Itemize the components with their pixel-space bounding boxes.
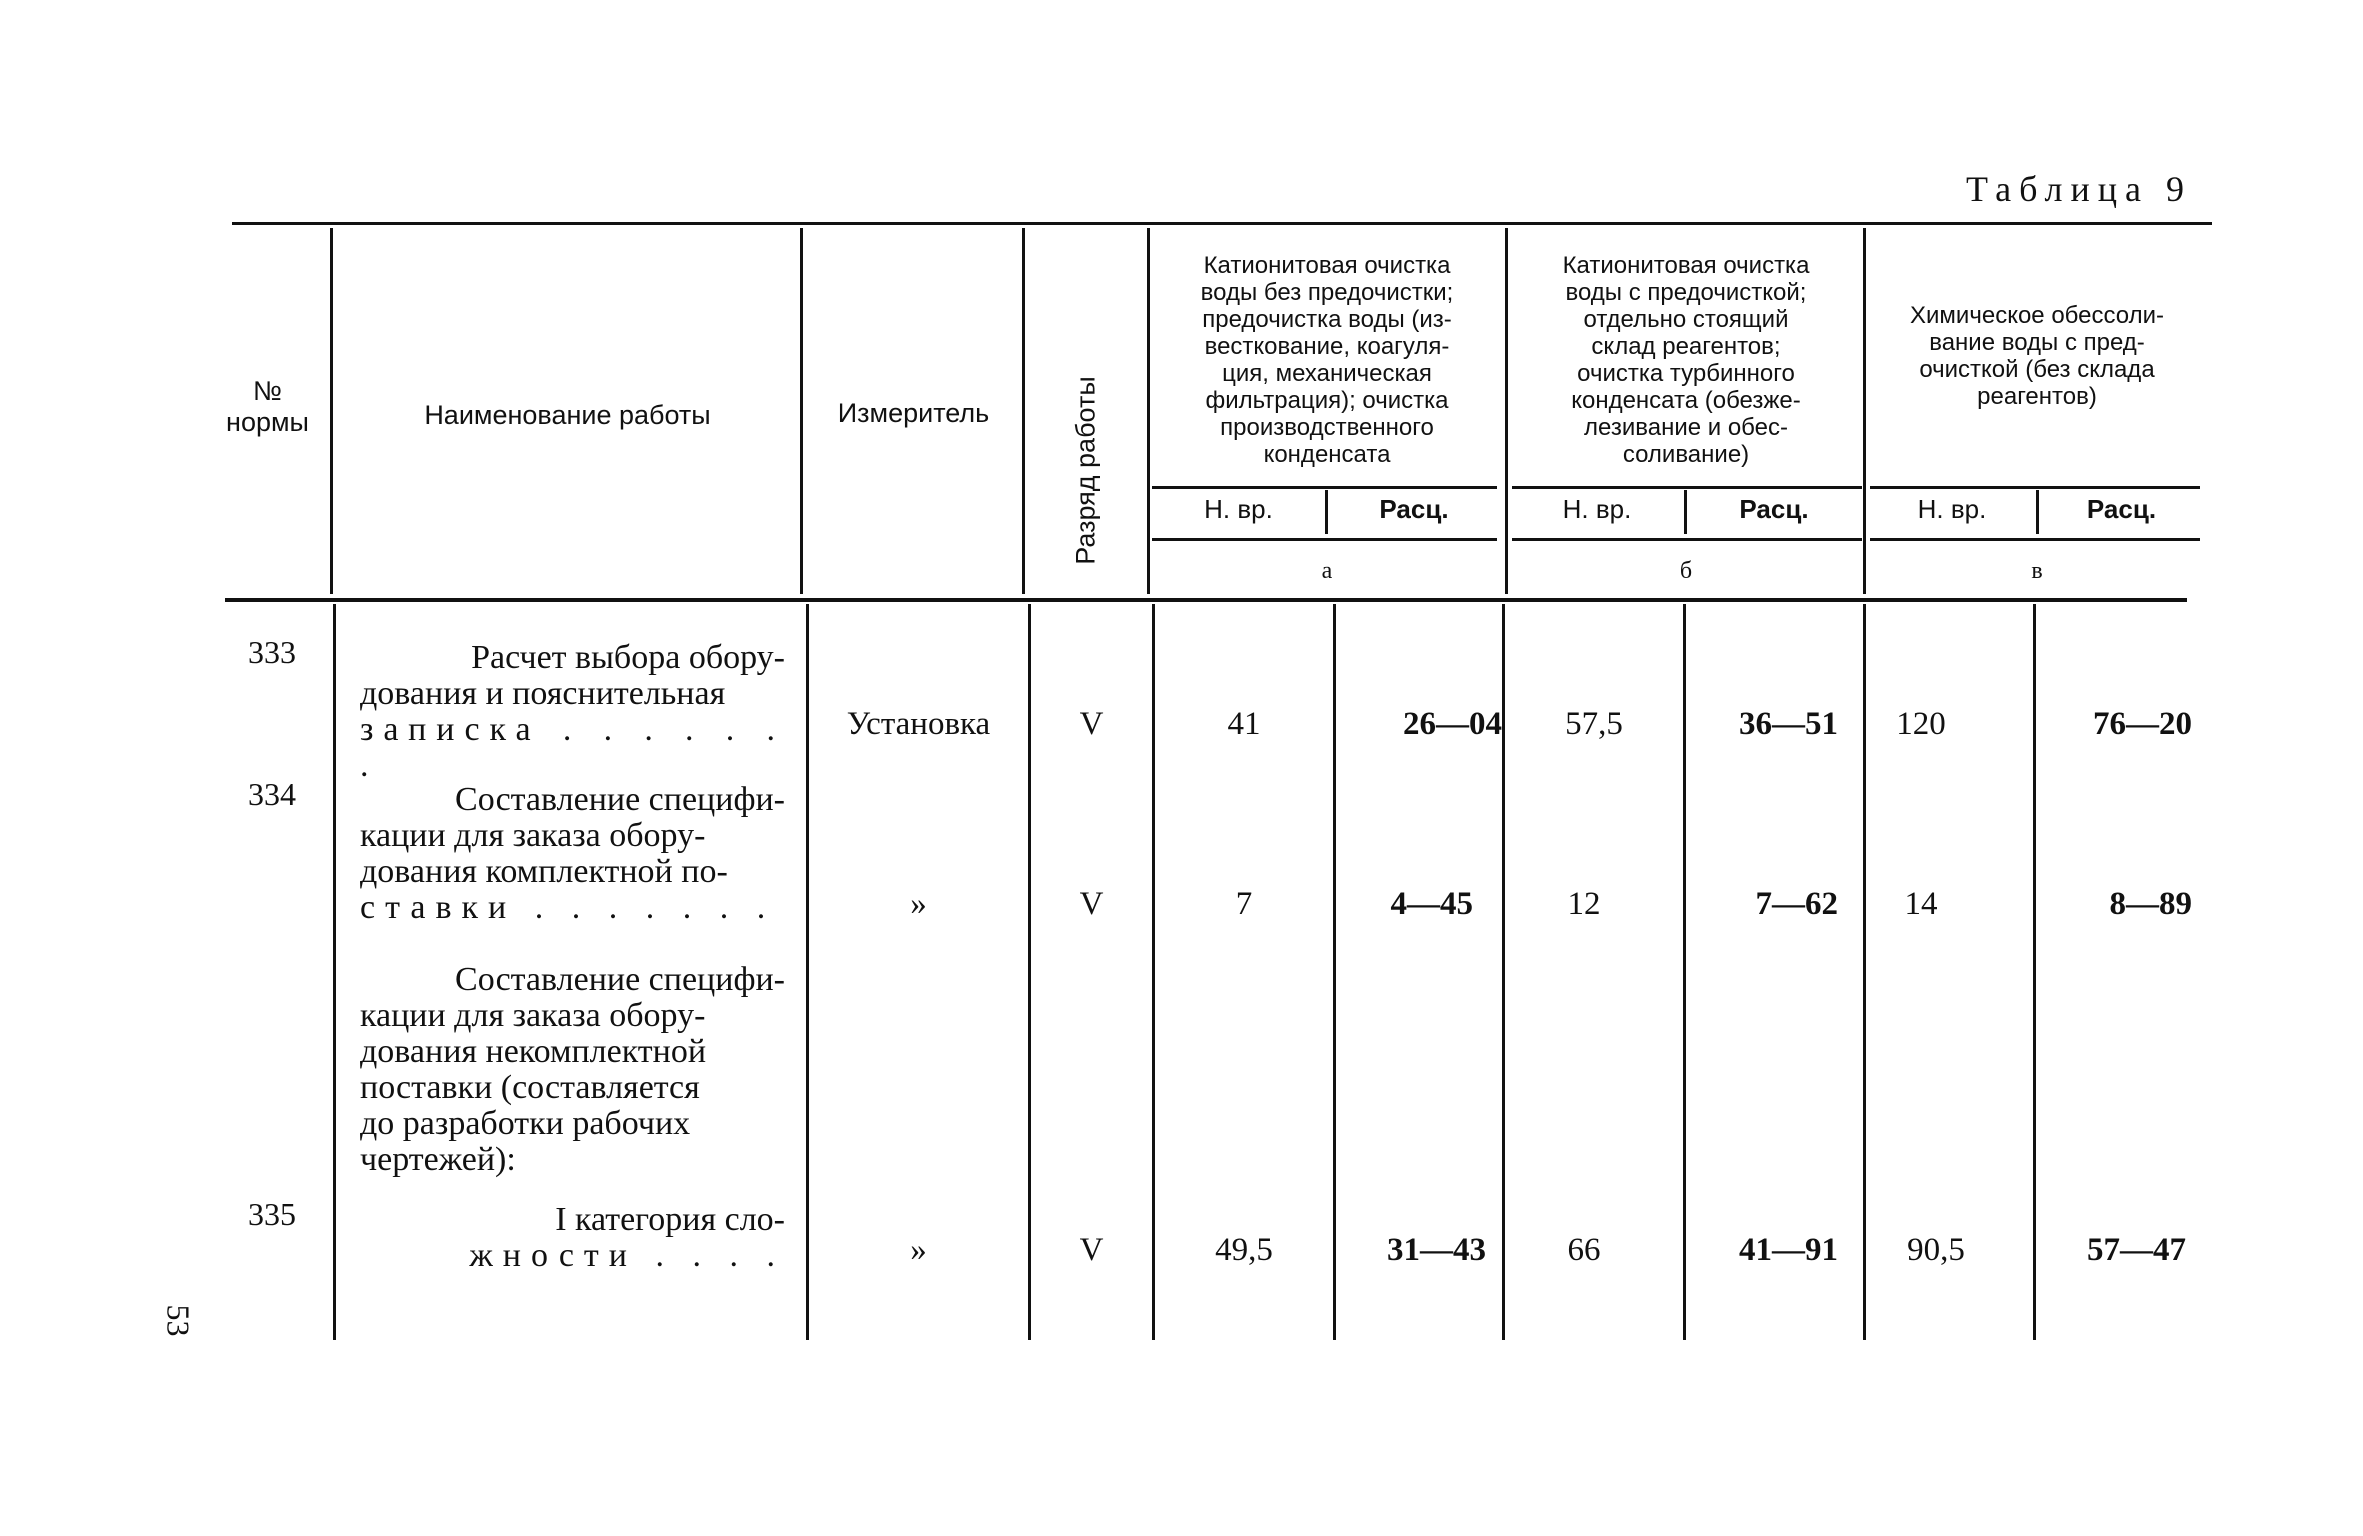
row-335-intro-line: кации для заказа обору- bbox=[360, 997, 706, 1034]
row-335-intro bbox=[360, 962, 785, 1178]
row-333-c-hvr: 120 bbox=[1896, 706, 1946, 742]
row-334-name-line: дования комплектной по- bbox=[360, 853, 728, 890]
row-333-no: 333 bbox=[248, 634, 296, 670]
header-vline-2 bbox=[800, 228, 803, 594]
subheader-a-hvr: Н. вр. bbox=[1204, 494, 1273, 524]
header-group-c-line: реагентов) bbox=[1977, 383, 2097, 410]
header-vline-6 bbox=[1863, 228, 1866, 594]
header-group-a-line: фильтрация); очистка bbox=[1205, 387, 1449, 414]
row-333-b-rasc: 36—51 bbox=[1739, 706, 1838, 742]
body-vline-1 bbox=[333, 604, 336, 1340]
header-grade: Разряд работы bbox=[1070, 376, 1101, 565]
row-333-a-hvr: 41 bbox=[1227, 706, 1261, 742]
row-334-no: 334 bbox=[248, 776, 296, 812]
header-group-b bbox=[1510, 252, 1862, 468]
header-vline-4 bbox=[1147, 228, 1150, 594]
top-rule bbox=[232, 222, 2212, 225]
header-group-b-line: лезивание и обес- bbox=[1584, 414, 1788, 441]
header-group-a-line: предочистка воды (из- bbox=[1202, 306, 1452, 333]
row-335-intro-line: до разработки рабочих bbox=[360, 1105, 691, 1142]
header-group-b-line: склад реагентов; bbox=[1591, 333, 1781, 360]
subheader-rule-c bbox=[1870, 486, 2200, 489]
header-group-a-line: воды без предочистки; bbox=[1200, 279, 1454, 306]
header-bottom-rule bbox=[225, 598, 2187, 602]
row-334-name-line: ставки . . . . . . . bbox=[360, 889, 776, 926]
subheader-rule2-a bbox=[1152, 538, 1497, 541]
row-335-intro-line: дования некомплектной bbox=[360, 1033, 707, 1070]
row-333-name-line: дования и пояснительная bbox=[360, 675, 726, 712]
row-335-c-rasc: 57—47 bbox=[2087, 1232, 2186, 1268]
row-333-c-rasc: 76—20 bbox=[2093, 706, 2192, 742]
row-335-no: 335 bbox=[248, 1196, 296, 1232]
row-335-a-hvr: 49,5 bbox=[1215, 1232, 1273, 1268]
column-letter-b: б bbox=[1679, 558, 1693, 584]
header-group-a-line: ция, механическая bbox=[1222, 360, 1432, 387]
row-335-intro-line: чертежей): bbox=[360, 1141, 516, 1178]
row-334-grade: V bbox=[1079, 886, 1104, 922]
subheader-rule2-c bbox=[1870, 538, 2200, 541]
header-norm-no-label: нормы bbox=[226, 407, 309, 437]
header-vline-1 bbox=[330, 228, 333, 594]
subheader-c-rasc: Расц. bbox=[2086, 494, 2157, 524]
row-333-name bbox=[360, 640, 785, 784]
header-group-a-line: Катионитовая очистка bbox=[1203, 252, 1451, 279]
row-335-intro-line: Составление специфи- bbox=[455, 961, 785, 998]
header-vline-5 bbox=[1505, 228, 1508, 594]
row-333-measure: Установка bbox=[846, 706, 991, 742]
row-334-a-hvr: 7 bbox=[1235, 886, 1253, 922]
row-334-measure: » bbox=[910, 886, 927, 922]
header-group-b-line: воды с предочисткой; bbox=[1565, 279, 1807, 306]
header-group-b-line: отдельно стоящий bbox=[1583, 306, 1789, 333]
row-335-b-hvr: 66 bbox=[1567, 1232, 1601, 1268]
header-norm-no bbox=[205, 376, 330, 438]
row-334-name-line: Составление специфи- bbox=[455, 781, 785, 818]
column-letter-a: а bbox=[1321, 558, 1333, 584]
subheader-c-hvr: Н. вр. bbox=[1917, 494, 1987, 524]
header-group-a-line: конденсата bbox=[1263, 441, 1391, 468]
header-group-b-line: конденсата (обезже- bbox=[1571, 387, 1801, 414]
row-333-name-line: записка . . . . . . . bbox=[360, 711, 785, 784]
row-335-a-rasc: 31—43 bbox=[1387, 1232, 1486, 1268]
row-334-a-rasc: 4—45 bbox=[1390, 886, 1473, 922]
row-334-b-rasc: 7—62 bbox=[1755, 886, 1838, 922]
header-group-b-line: Катионитовая очистка bbox=[1562, 252, 1810, 279]
header-group-c-line: очисткой (без склада bbox=[1919, 356, 2155, 383]
header-norm-no-sign: № bbox=[253, 376, 282, 406]
subheader-rule2-b bbox=[1512, 538, 1862, 541]
header-measure: Измеритель bbox=[837, 398, 990, 428]
header-group-a-line: производственного bbox=[1220, 414, 1434, 441]
row-335-intro-line: поставки (составляется bbox=[360, 1069, 700, 1106]
row-335-name-line: I категория сло- bbox=[555, 1201, 785, 1238]
row-333-b-hvr: 57,5 bbox=[1565, 706, 1623, 742]
header-group-a bbox=[1152, 252, 1502, 468]
row-335-b-rasc: 41—91 bbox=[1739, 1232, 1838, 1268]
row-335-c-hvr: 90,5 bbox=[1907, 1232, 1965, 1268]
header-group-c-line: Химическое обессоли- bbox=[1910, 302, 2164, 329]
page-number: 53 bbox=[160, 1304, 197, 1337]
header-work-name: Наименование работы bbox=[424, 400, 711, 430]
row-335-name bbox=[360, 1202, 785, 1274]
table-title: Таблица 9 bbox=[1966, 169, 2192, 209]
subheader-rule-b bbox=[1512, 486, 1862, 489]
row-333-a-rasc: 26—04 bbox=[1403, 706, 1502, 742]
subheader-b-rasc: Расц. bbox=[1739, 494, 1809, 524]
subheader-b-hvr: Н. вр. bbox=[1562, 494, 1632, 524]
header-group-b-line: очистка турбинного bbox=[1577, 360, 1795, 387]
row-333-grade: V bbox=[1079, 706, 1104, 742]
subheader-rule-a bbox=[1152, 486, 1497, 489]
subheader-a-rasc: Расц. bbox=[1379, 494, 1449, 524]
row-334-c-hvr: 14 bbox=[1904, 886, 1938, 922]
header-vline-3 bbox=[1022, 228, 1025, 594]
header-group-a-line: весткование, коагуля- bbox=[1204, 333, 1450, 360]
row-334-name bbox=[360, 782, 785, 926]
row-335-name-line: жности . . . . bbox=[469, 1237, 785, 1274]
header-group-c bbox=[1868, 302, 2206, 410]
row-334-c-rasc: 8—89 bbox=[2109, 886, 2192, 922]
row-335-grade: V bbox=[1079, 1232, 1104, 1268]
row-334-b-hvr: 12 bbox=[1567, 886, 1601, 922]
row-334-name-line: кации для заказа обору- bbox=[360, 817, 706, 854]
header-group-b-line: соливание) bbox=[1622, 441, 1750, 468]
row-333-name-line: Расчет выбора обору- bbox=[471, 639, 785, 676]
row-335-measure: » bbox=[910, 1232, 927, 1268]
header-group-c-line: вание воды с пред- bbox=[1929, 329, 2145, 356]
column-letter-c: в bbox=[2031, 558, 2043, 584]
